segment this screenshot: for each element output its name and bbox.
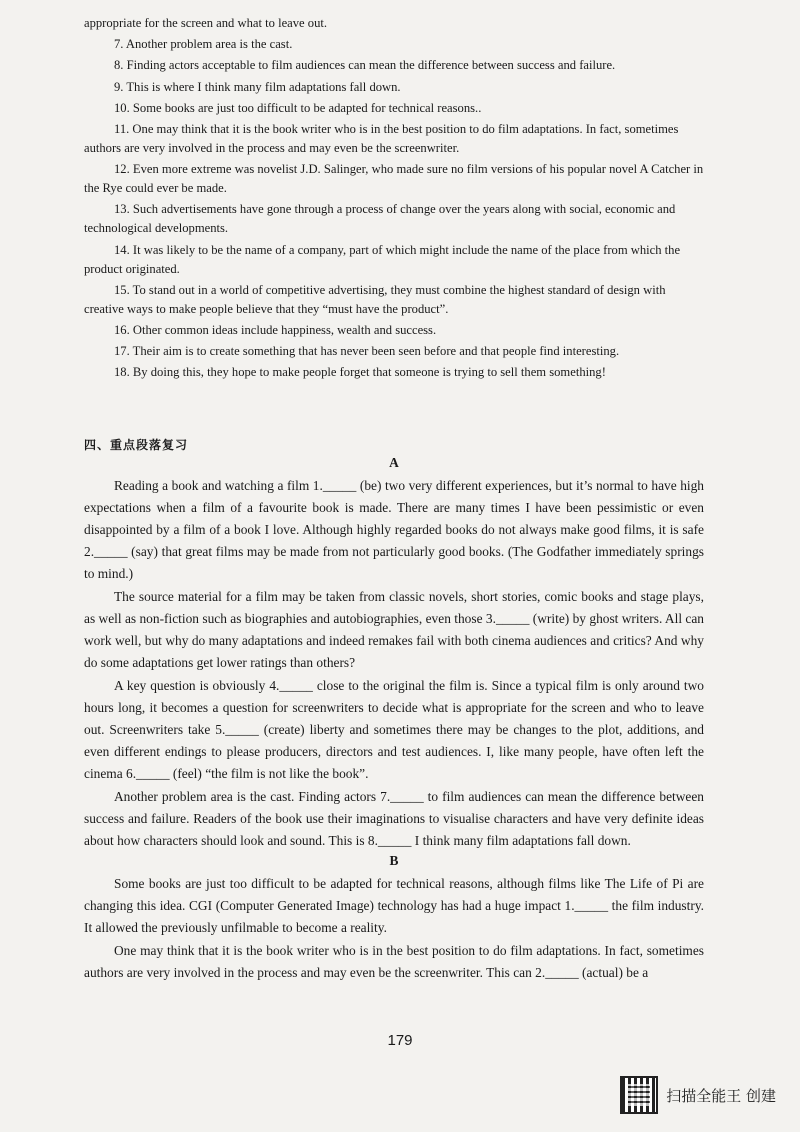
sentence-item: 12. Even more extreme was novelist J.D. Salinger, who made sure no film versions of his popular novel A Catcher in the Rye could ever be made. <box>84 162 704 196</box>
section-title: 四、重点段落复习 <box>84 438 189 452</box>
passage-paragraph: One may think that it is the book writer who is in the best position to do film adaptations. In fact, sometimes authors are very involved in the process and may even be the screenwriter. This can 2._____ (actual) be a <box>84 943 704 980</box>
watermark-text: 扫描全能王 创建 <box>666 1086 776 1105</box>
sentence-item: 9. This is where I think many film adaptations fall down. <box>114 79 401 94</box>
passage-paragraph: Some books are just too difficult to be adapted for technical reasons, although films like The Life of Pi are changing this idea. CGI (Computer Generated Image) technology has had a huge impact 1._____ the film industry. It allowed the previously unfilmable to become a reality. <box>84 876 704 935</box>
scanner-watermark <box>620 1076 776 1114</box>
passage-paragraph: Reading a book and watching a film 1._____ (be) two very different experiences, but it’s normal to have high expectations when a film of a favourite book is made. There are many times I have been pessimistic or even disappointed by a film of a book I love. Although highly regarded books do not always make good films, it is safe 2._____ (say) that great films may be made from not particularly good books. (The Godfather immediately springs to mind.) <box>84 478 704 581</box>
sentence-item: 13. Such advertisements have gone through a process of change over the years along with social, economic and technological developments. <box>84 202 676 236</box>
passage-label: A <box>389 455 399 470</box>
sentence-list <box>84 14 704 384</box>
sentence-item: 10. Some books are just too difficult to be adapted for technical reasons.. <box>114 100 482 115</box>
passage-paragraph: The source material for a film may be taken from classic novels, short stories, comic books and stage plays, as well as non-fiction such as biographies and autobiographies, even those 3._____ (write) by ghost writers. All can work well, but why do many adaptations and indeed remakes fail with both cinema audiences and critics? And why do some adaptations get lower ratings than others? <box>84 589 704 670</box>
sentence-item: 18. By doing this, they hope to make people forget that someone is trying to sell them something! <box>114 365 606 380</box>
qr-code-icon <box>620 1076 658 1114</box>
sentence-item: 14. It was likely to be the name of a company, part of which might include the name of the place from which the product originated. <box>84 242 681 276</box>
page-number: 179 <box>387 1032 413 1049</box>
passage-a <box>84 452 704 853</box>
sentence-item: 15. To stand out in a world of competitive advertising, they must combine the highest standard of design with creative ways to make people believe that they “must have the product”. <box>84 282 666 316</box>
sentence-item: 11. One may think that it is the book writer who is in the best position to do film adaptations. In fact, sometimes authors are very involved in the process and may even be the screenwriter. <box>84 121 679 155</box>
sentence-item: 8. Finding actors acceptable to film audiences can mean the difference between success and failure. <box>114 58 616 73</box>
passage-paragraph: A key question is obviously 4._____ close to the original the film is. Since a typical film is only around two hours long, it becomes a question for screenwriters to decide what is appropriate for the screen and who to leave out. Screenwriters take 5._____ (create) liberty and sometimes there may be changes to the plot, additions, and even different endings to please producers, directors and test audiences. I, like many people, have often left the cinema 6._____ (feel) “the film is not like the book”. <box>84 678 704 781</box>
sentence-item: appropriate for the screen and what to leave out. <box>84 16 328 30</box>
passage-label: B <box>389 853 399 868</box>
sentence-item: 17. Their aim is to create something that has never been seen before and that people find interesting. <box>114 344 620 359</box>
passage-paragraph: Another problem area is the cast. Finding actors 7._____ to film audiences can mean the difference between success and failure. Readers of the book use their imaginations to visualise characters and have very definite ideas about how characters should look and sound. This is 8._____ I think many film adaptations fall down. <box>84 789 704 848</box>
sentence-item: 7. Another problem area is the cast. <box>114 37 293 52</box>
passage-b <box>84 850 704 985</box>
sentence-item: 16. Other common ideas include happiness, wealth and success. <box>114 322 437 337</box>
